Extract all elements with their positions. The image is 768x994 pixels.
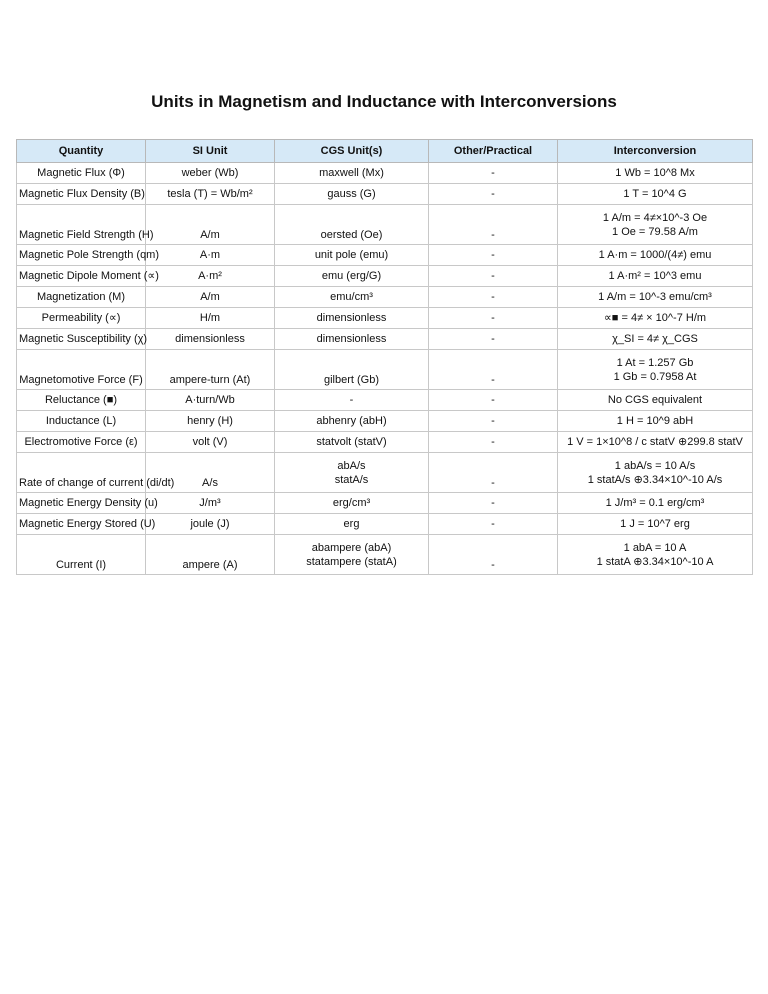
cgs-unit-line: dimensionless [316,312,387,324]
si-unit-cell: A·turn/Wb [146,390,275,411]
cgs-unit-line: erg/cm³ [332,497,371,509]
cgs-unit-line: dimensionless [316,333,387,345]
quantity-cell: Magnetic Susceptibility (χ) [17,329,146,350]
interconversion-cell [558,493,753,514]
quantity-cell: Current (I) [17,535,146,575]
other-practical-cell: - [429,329,558,350]
interconversion-line: No CGS equivalent [607,394,703,406]
interconversion-cell [558,266,753,287]
column-header-quantity: Quantity [17,140,146,163]
interconversion-cell [558,453,753,493]
cgs-unit-cell [275,184,429,205]
si-unit-cell: volt (V) [146,432,275,453]
table-row [17,535,753,575]
table-row [17,390,753,411]
interconversion-line: 1 abA/s = 10 A/s [614,459,696,472]
si-unit-cell: joule (J) [146,514,275,535]
quantity-cell: Reluctance (■) [17,390,146,411]
interconversion-line: 1 A/m = 10^-3 emu/cm³ [598,291,712,303]
column-header-interconversion: Interconversion [558,140,753,163]
interconversion-line: 1 A·m = 1000/(4≠) emu [598,249,712,261]
cgs-unit-cell [275,245,429,266]
si-unit-cell: tesla (T) = Wb/m² [146,184,275,205]
cgs-unit-cell [275,453,429,493]
quantity-cell: Magnetic Pole Strength (qm) [17,245,146,266]
interconversion-line: 1 Gb = 0.7958 At [613,370,697,383]
cgs-unit-cell [275,329,429,350]
table-row [17,329,753,350]
quantity-cell: Magnetic Field Strength (H) [17,205,146,245]
si-unit-cell: A·m² [146,266,275,287]
interconversion-cell [558,184,753,205]
cgs-unit-line: abhenry (abH) [316,415,387,427]
cgs-unit-line: - [349,394,354,406]
cgs-unit-cell [275,535,429,575]
cgs-unit-line: emu (erg/G) [321,270,382,282]
other-practical-cell: - [429,514,558,535]
quantity-cell: Magnetization (M) [17,287,146,308]
table-row [17,432,753,453]
cgs-unit-cell [275,411,429,432]
interconversion-line: 1 A/m = 4≠×10^-3 Oe [602,211,708,224]
cgs-unit-cell [275,350,429,390]
interconversion-line: 1 At = 1.257 Gb [616,356,694,369]
page-title: Units in Magnetism and Inductance with Interconversions [151,92,617,111]
table-row [17,308,753,329]
interconversion-line: 1 Oe = 79.58 A/m [612,225,698,238]
cgs-unit-line: erg [343,518,360,530]
other-practical-cell: - [429,163,558,184]
table-row [17,411,753,432]
cgs-unit-cell [275,432,429,453]
interconversion-cell [558,329,753,350]
si-unit-cell: H/m [146,308,275,329]
quantity-cell: Inductance (L) [17,411,146,432]
interconversion-cell [558,245,753,266]
interconversion-cell [558,350,753,390]
units-table [16,139,753,575]
quantity-cell: Magnetic Energy Density (u) [17,493,146,514]
cgs-unit-cell [275,308,429,329]
cgs-unit-cell [275,266,429,287]
interconversion-line: χ_SI = 4≠ χ_CGS [612,333,698,345]
interconversion-line: 1 statA ⊕3.34×10^-10 A [596,555,714,568]
cgs-unit-line: statvolt (statV) [316,436,387,448]
si-unit-cell: dimensionless [146,329,275,350]
table-body [17,163,753,575]
table-row [17,266,753,287]
other-practical-cell: - [429,390,558,411]
quantity-cell: Magnetic Flux (Φ) [17,163,146,184]
cgs-unit-cell [275,205,429,245]
other-practical-cell: - [429,411,558,432]
other-practical-cell: - [429,432,558,453]
si-unit-cell: henry (H) [146,411,275,432]
interconversion-cell [558,514,753,535]
quantity-cell: Magnetic Dipole Moment (∝) [17,266,146,287]
cgs-unit-line: statampere (statA) [306,555,397,568]
interconversion-line: 1 statA/s ⊕3.34×10^-10 A/s [587,473,723,486]
quantity-cell: Magnetomotive Force (F) [17,350,146,390]
column-header-cgs-units: CGS Unit(s) [275,140,429,163]
interconversion-line: 1 A·m² = 10^3 emu [608,270,702,282]
quantity-cell: Magnetic Flux Density (B) [17,184,146,205]
interconversion-cell [558,411,753,432]
other-practical-cell: - [429,184,558,205]
interconversion-line: 1 Wb = 10^8 Mx [615,167,695,179]
interconversion-cell [558,535,753,575]
interconversion-cell [558,163,753,184]
table-header-row [17,140,753,163]
interconversion-line: 1 J = 10^7 erg [620,518,690,530]
cgs-unit-cell [275,493,429,514]
interconversion-cell [558,308,753,329]
si-unit-cell: ampere (A) [146,535,275,575]
quantity-cell: Permeability (∝) [17,308,146,329]
interconversion-line: 1 T = 10^4 G [623,188,687,200]
other-practical-cell: - [429,308,558,329]
cgs-unit-cell [275,287,429,308]
interconversion-cell [558,287,753,308]
other-practical-cell: - [429,350,558,390]
cgs-unit-cell [275,390,429,411]
cgs-unit-line: maxwell (Mx) [319,167,384,179]
table-row [17,493,753,514]
other-practical-cell: - [429,287,558,308]
quantity-cell: Rate of change of current (di/dt) [17,453,146,493]
interconversion-line: 1 H = 10^9 abH [616,415,694,427]
quantity-cell: Magnetic Energy Stored (U) [17,514,146,535]
si-unit-cell: A/m [146,287,275,308]
cgs-unit-cell [275,163,429,184]
si-unit-cell: ampere-turn (At) [146,350,275,390]
table-row [17,350,753,390]
table-row [17,453,753,493]
si-unit-cell: A/m [146,205,275,245]
interconversion-cell [558,390,753,411]
si-unit-cell: J/m³ [146,493,275,514]
cgs-unit-line: abA/s [337,459,366,472]
other-practical-cell: - [429,245,558,266]
table-row [17,245,753,266]
interconversion-line: ∝■ = 4≠ × 10^-7 H/m [603,312,707,324]
interconversion-cell [558,205,753,245]
interconversion-line: 1 V = 1×10^8 / c statV ⊕299.8 statV [567,436,743,448]
si-unit-cell: weber (Wb) [146,163,275,184]
other-practical-cell: - [429,453,558,493]
table-row [17,205,753,245]
si-unit-cell: A·m [146,245,275,266]
cgs-unit-line: oersted (Oe) [320,229,383,241]
cgs-unit-line: gauss (G) [327,188,376,200]
interconversion-cell [558,432,753,453]
cgs-unit-line: emu/cm³ [330,291,373,303]
other-practical-cell: - [429,205,558,245]
cgs-unit-line: statA/s [334,473,369,486]
cgs-unit-line: abampere (abA) [311,541,392,554]
column-header-si-unit: SI Unit [146,140,275,163]
table-row [17,184,753,205]
table-row [17,514,753,535]
table-row [17,287,753,308]
column-header-other-practical: Other/Practical [429,140,558,163]
other-practical-cell: - [429,535,558,575]
quantity-cell: Electromotive Force (ε) [17,432,146,453]
cgs-unit-cell [275,514,429,535]
other-practical-cell: - [429,493,558,514]
si-unit-cell: A/s [146,453,275,493]
table-row [17,163,753,184]
other-practical-cell: - [429,266,558,287]
interconversion-line: 1 abA = 10 A [623,541,687,554]
interconversion-line: 1 J/m³ = 0.1 erg/cm³ [605,497,705,509]
cgs-unit-line: gilbert (Gb) [323,374,380,386]
cgs-unit-line: unit pole (emu) [314,249,389,261]
